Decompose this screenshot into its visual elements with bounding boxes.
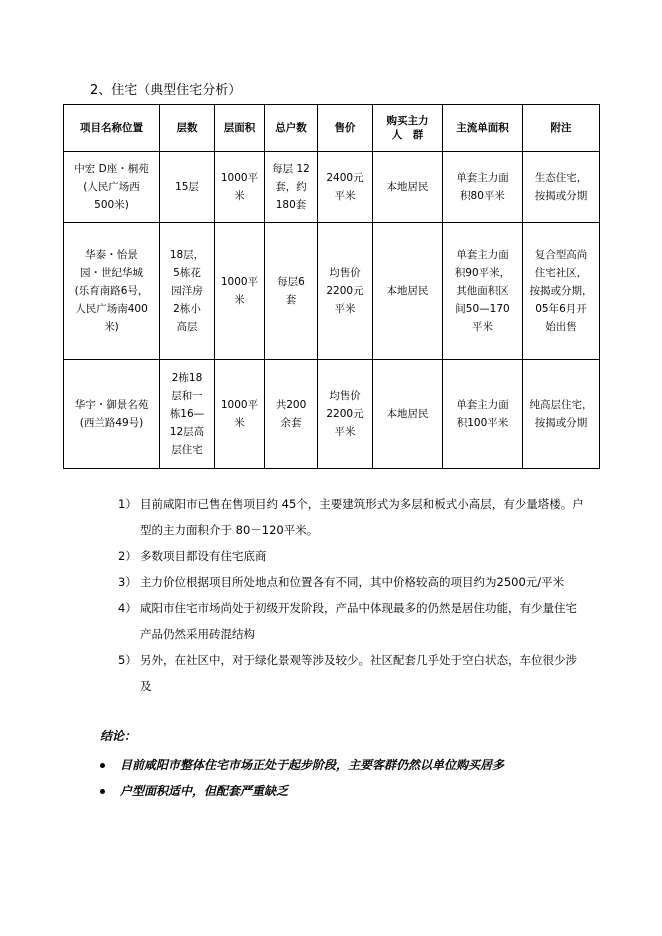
table-cell: 均售价 2200元 平米 bbox=[318, 223, 373, 360]
table-cell: 生态住宅， 按揭或分期 bbox=[523, 152, 600, 223]
point-number: 4） bbox=[118, 601, 137, 615]
conclusion-label: 结论： bbox=[100, 729, 137, 743]
list-item bbox=[118, 595, 588, 647]
point-number: 2） bbox=[118, 549, 137, 563]
table-cell: 每层 12 套，约 180套 bbox=[265, 152, 318, 223]
table-cell: 18层， 5栋花 园洋房 2栋小 高层 bbox=[160, 223, 215, 360]
conclusion-list bbox=[100, 752, 504, 804]
conclusion-text: 目前咸阳市整体住宅市场正处于起步阶段，主要客群仍然以单位购买居多 bbox=[120, 758, 505, 772]
point-text: 主力价位根据项目所处地点和位置各有不同，其中价格较高的项目约为2500元/平米 bbox=[140, 575, 565, 589]
table-cell: 2栋18 层和一 栋16— 12层高 层住宅 bbox=[160, 360, 215, 469]
table-row bbox=[64, 223, 600, 360]
table-cell: 均售价 2200元 平米 bbox=[318, 360, 373, 469]
conclusion-text: 户型面积适中，但配套严重缺乏 bbox=[120, 784, 289, 798]
table-cell: 纯高层住宅， 按揭或分期 bbox=[523, 360, 600, 469]
list-item bbox=[118, 543, 588, 569]
table-cell: 1000平 米 bbox=[215, 223, 265, 360]
header-households: 总户数 bbox=[265, 105, 318, 152]
table-cell: 共200 余套 bbox=[265, 360, 318, 469]
list-item bbox=[100, 752, 504, 778]
list-item bbox=[118, 569, 588, 595]
table-cell: 华宇・御景名苑 (西兰路49号) bbox=[64, 360, 160, 469]
table-cell: 1000平 米 bbox=[215, 360, 265, 469]
list-item bbox=[118, 491, 588, 543]
table-cell: 单套主力面 积80平米 bbox=[443, 152, 523, 223]
point-text: 目前咸阳市已售在售项目约 45个，主要建筑形式为多层和板式小高层，有少量塔楼。户型的主力面积介于 80－120平米。 bbox=[140, 497, 584, 537]
table-cell: 1000平 米 bbox=[215, 152, 265, 223]
point-text: 多数项目都设有住宅底商 bbox=[140, 549, 267, 563]
section-heading: 2、住宅（典型住宅分析） bbox=[90, 83, 242, 98]
table-cell: 每层6 套 bbox=[265, 223, 318, 360]
table-cell: 2400元 平米 bbox=[318, 152, 373, 223]
list-item bbox=[118, 647, 588, 699]
point-number: 5） bbox=[118, 653, 137, 667]
bullet-icon bbox=[100, 763, 105, 768]
header-price: 售价 bbox=[318, 105, 373, 152]
table-cell: 15层 bbox=[160, 152, 215, 223]
table-cell: 单套主力面 积90平米， 其他面积区 间50—170 平米 bbox=[443, 223, 523, 360]
table-cell: 单套主力面 积100平米 bbox=[443, 360, 523, 469]
header-floors: 层数 bbox=[160, 105, 215, 152]
housing-table bbox=[63, 104, 600, 469]
analysis-points bbox=[118, 491, 588, 699]
table-cell: 中宏 D座・桐苑 (人民广场西 500米) bbox=[64, 152, 160, 223]
header-main-area: 主流单面积 bbox=[443, 105, 523, 152]
header-floor-area: 层面积 bbox=[215, 105, 265, 152]
point-number: 3） bbox=[118, 575, 137, 589]
table-cell: 本地居民 bbox=[373, 360, 443, 469]
table-cell: 本地居民 bbox=[373, 223, 443, 360]
table-cell: 本地居民 bbox=[373, 152, 443, 223]
table-cell: 华泰・怡景 园・世纪华城 (乐育南路6号， 人民广场南400 米) bbox=[64, 223, 160, 360]
header-notes: 附注 bbox=[523, 105, 600, 152]
list-item bbox=[100, 778, 504, 804]
bullet-icon bbox=[100, 789, 105, 794]
table-cell: 复合型高尚 住宅社区， 按揭或分期， 05年6月开 始出售 bbox=[523, 223, 600, 360]
header-project: 项目名称位置 bbox=[64, 105, 160, 152]
table-header-row bbox=[64, 105, 600, 152]
header-buyers: 购买主力 人 群 bbox=[373, 105, 443, 152]
point-number: 1） bbox=[118, 497, 137, 511]
table-row bbox=[64, 152, 600, 223]
point-text: 咸阳市住宅市场尚处于初级开发阶段，产品中体现最多的仍然是居住功能，有少量住宅产品仍然采用砖混结构 bbox=[140, 601, 577, 641]
point-text: 另外，在社区中，对于绿化景观等涉及较少。社区配套几乎处于空白状态，车位很少涉及 bbox=[140, 653, 577, 693]
table-row bbox=[64, 360, 600, 469]
